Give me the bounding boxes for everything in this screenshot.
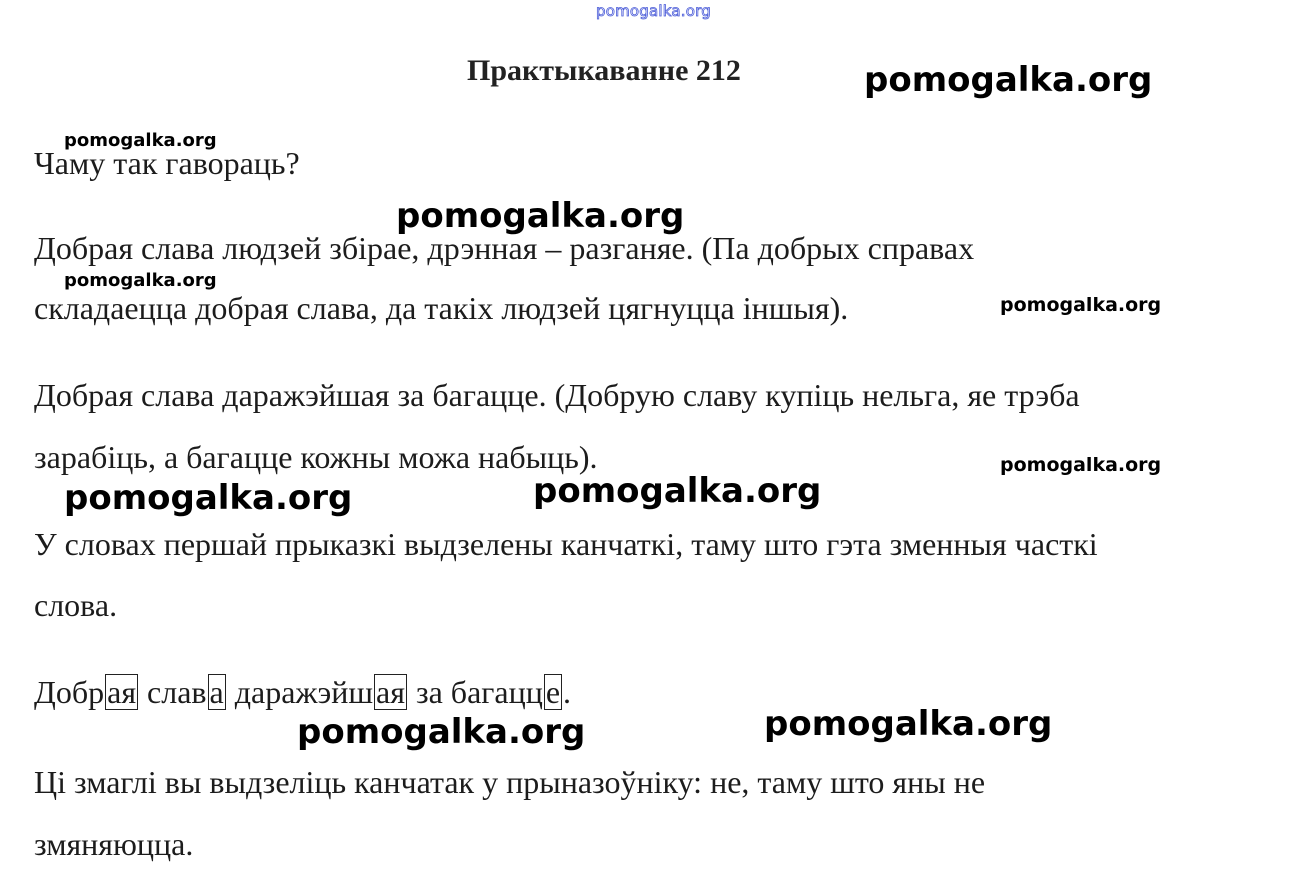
watermark-large: pomogalka.org (764, 704, 1053, 744)
watermark-small: pomogalka.org (64, 130, 217, 151)
sentence-period: . (563, 674, 572, 710)
watermark-large: pomogalka.org (64, 478, 353, 518)
ending-box: е (545, 674, 561, 710)
paragraph-3-line-1: У словах першай прыказкі выдзелены канчаткі, таму што гэта зменныя часткі (34, 526, 1098, 562)
watermark-small: pomogalka.org (64, 270, 217, 291)
paragraph-1-line-2: складаецца добрая слава, да такіх людзей цягнуцца іншыя). (34, 290, 849, 326)
watermark-large: pomogalka.org (396, 196, 685, 236)
watermark-large: pomogalka.org (533, 471, 822, 511)
watermark-small: pomogalka.org (1000, 294, 1162, 316)
paragraph-2-line-2: зарабіць, а багацце кожны можа набыць). (34, 439, 598, 475)
word-stem: Добр (34, 674, 105, 710)
ending-box: ая (107, 674, 137, 710)
marked-sentence (34, 672, 571, 712)
top-watermark: pomogalka.org (596, 2, 711, 20)
watermark-small: pomogalka.org (1000, 454, 1162, 476)
ending-box: ая (376, 674, 405, 710)
watermark-header: pomogalka.org (864, 60, 1153, 100)
paragraph-4-line-1: Ці змаглі вы выдзеліць канчатак у прыназоўніку: не, таму што яны не (34, 764, 986, 800)
word-stem: багацц (450, 674, 543, 710)
paragraph-1-line-1: Добрая слава людзей збірае, дрэнная – разганяе. (Па добрых справах (34, 230, 975, 266)
watermark-large: pomogalka.org (297, 712, 586, 752)
preposition: за (415, 674, 443, 710)
word-stem: даражэйш (234, 674, 374, 710)
paragraph-4-line-2: змяняюцца. (34, 826, 194, 862)
ending-box: а (209, 674, 224, 710)
paragraph-2-line-1: Добрая слава даражэйшая за багацце. (Добрую славу купіць нельга, яе трэба (34, 377, 1080, 413)
page-title: Практыкаванне 212 (467, 54, 741, 87)
paragraph-3-line-2: слова. (34, 587, 118, 623)
word-stem: слав (147, 674, 207, 710)
question-text: Чаму так гавораць? (34, 145, 300, 181)
